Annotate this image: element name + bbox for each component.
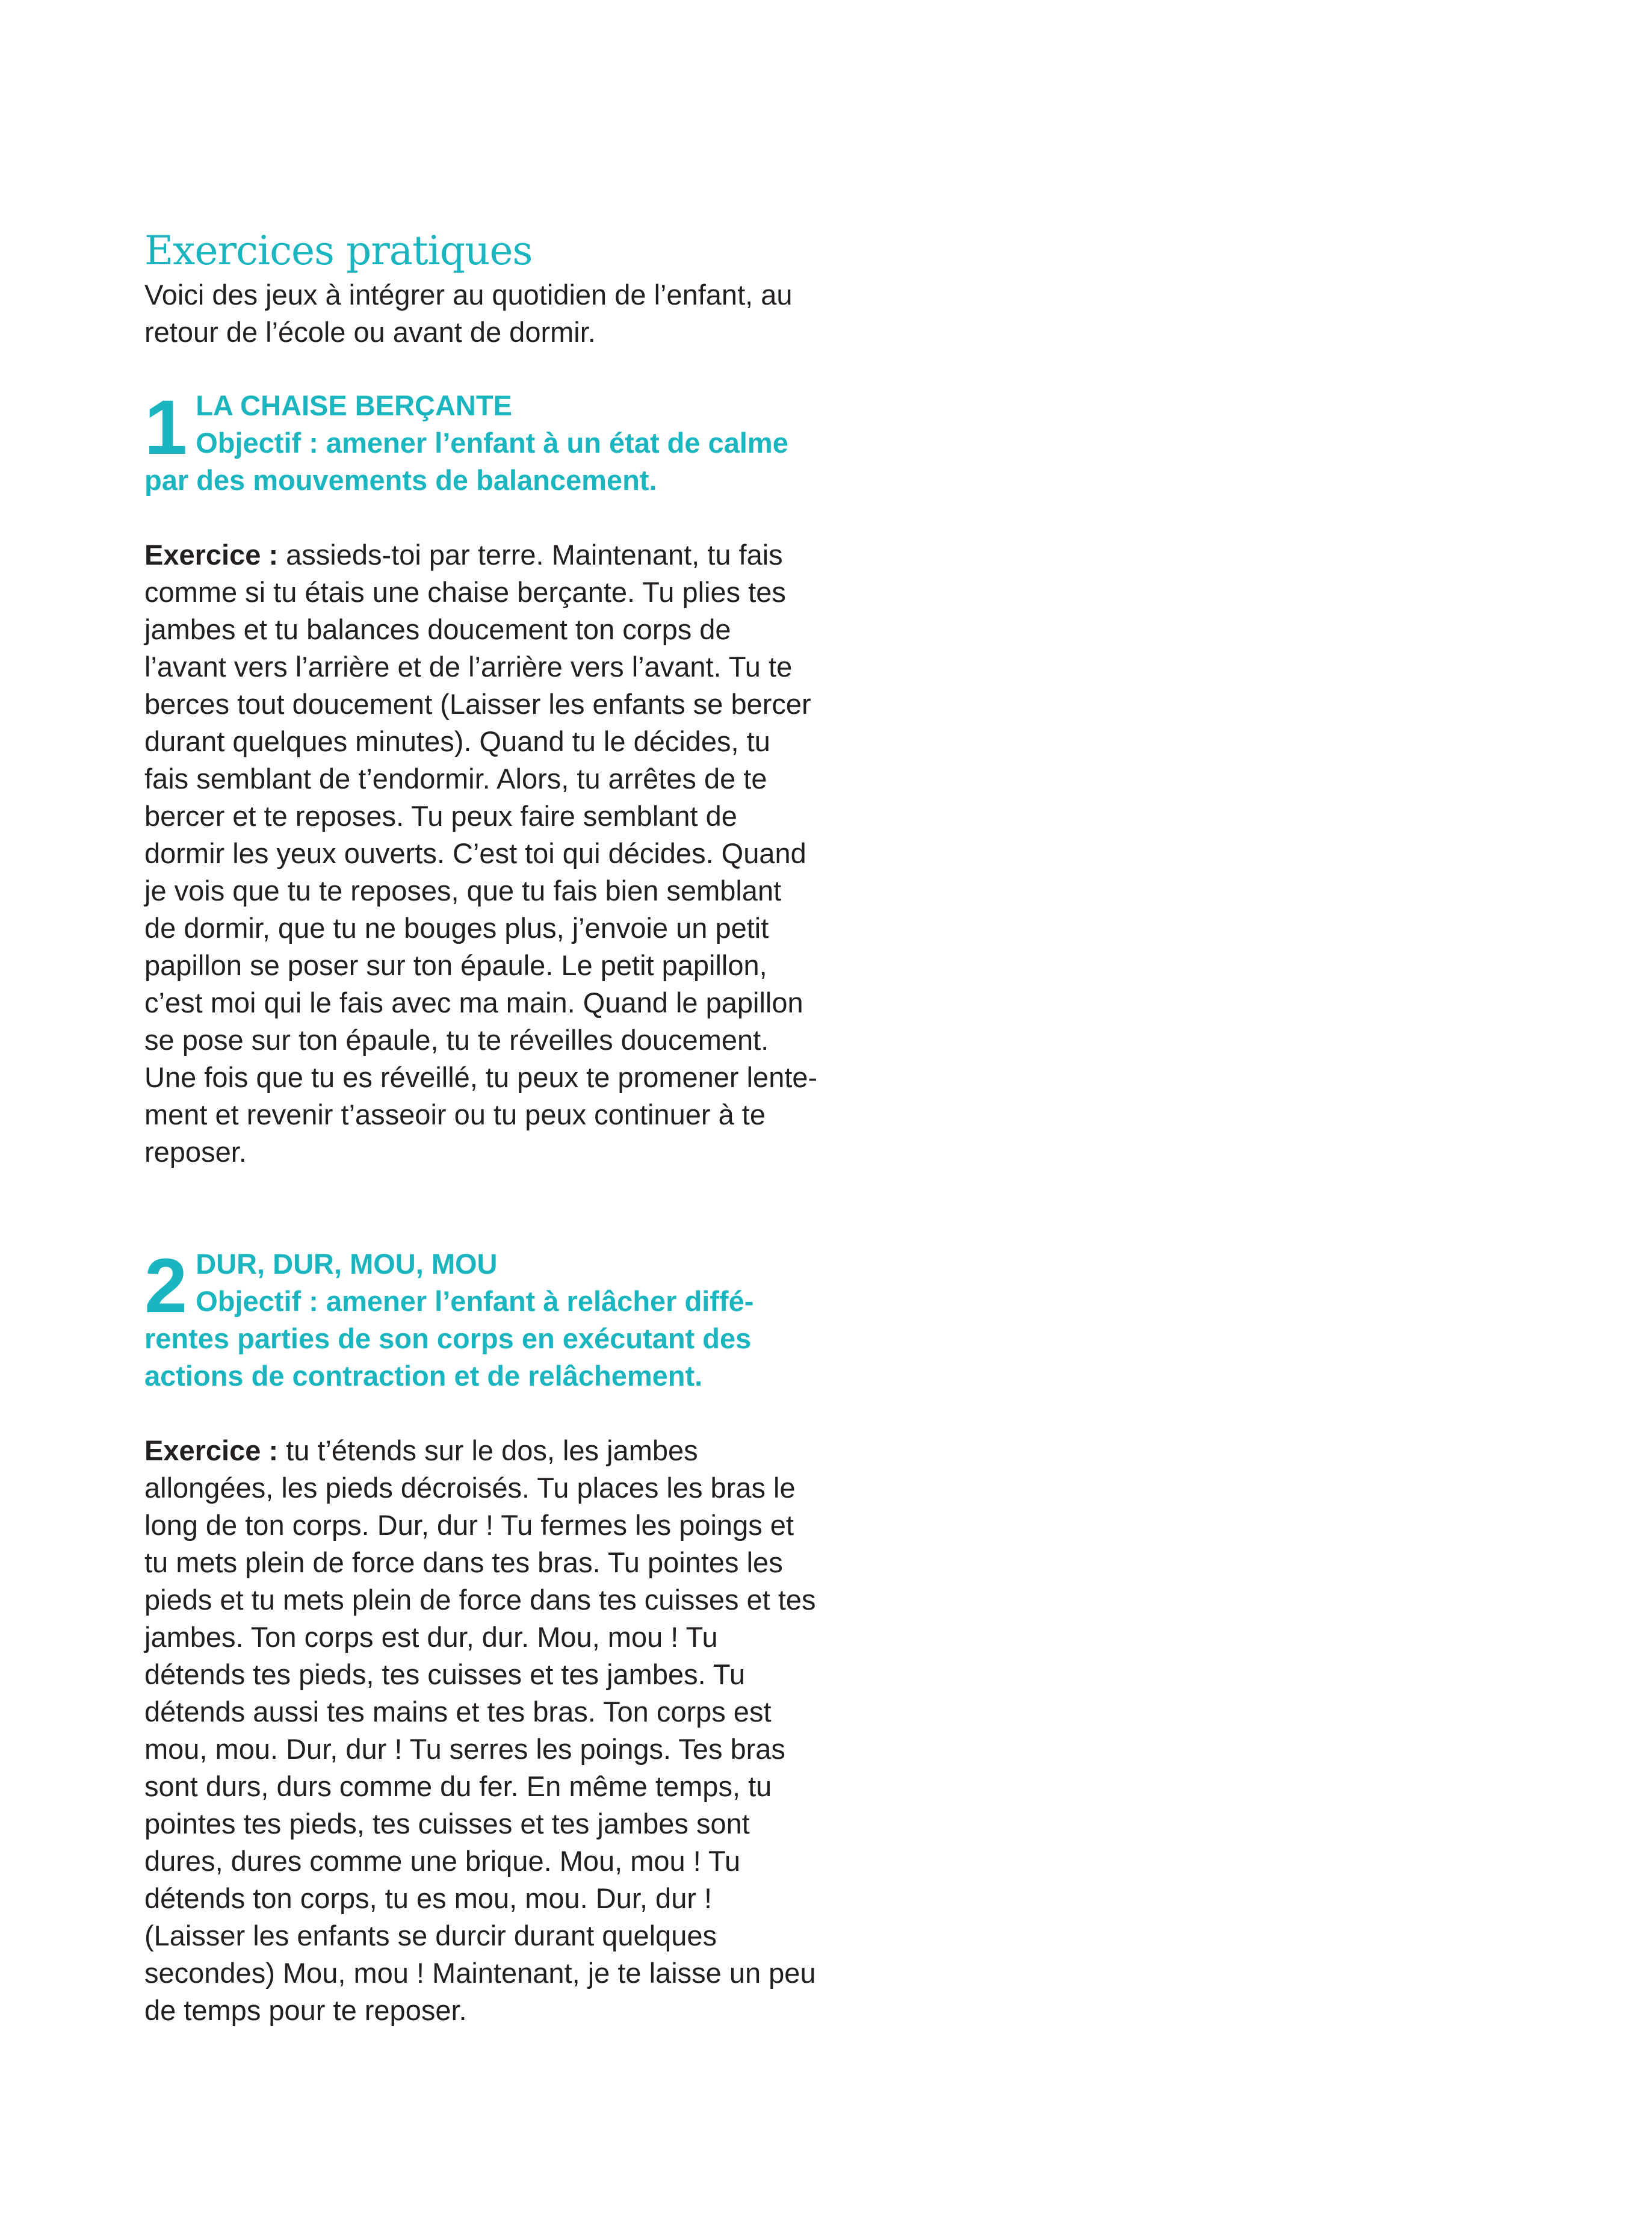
exercise-2-text: tu t’étends sur le dos, les jambes allongées, les pieds décroisés. Tu places les bras le long de ton corps. Dur, dur ! Tu fermes les poings et tu mets plein de force dans tes bras. Tu pointes les pieds et tu mets plein de force dans tes cuisses et tes jambes. Ton corps est dur, dur. Mou, mou ! Tu détends tes pieds, tes cuisses et tes jambes. Tu détends aussi tes mains et tes bras. Ton corps est mou, mou. Dur, dur ! Tu serres les poings. Tes bras sont durs, durs comme du fer. En même temps, tu pointes tes pieds, tes cuisses et tes jambes sont dures, dures comme une brique. Mou, mou ! Tu détends ton corps, tu es mou, mou. Dur, dur ! (Laisser les enfants se durcir durant quelques secondes) Mou, mou ! Maintenant, je te laisse un peu de temps pour te reposer. xyxy=(144,1434,816,2026)
section-title: Exercices pratiques xyxy=(144,228,533,274)
exercise-1-heading xyxy=(144,387,818,499)
exercise-1-name: LA CHAISE BERÇANTE xyxy=(196,389,512,421)
exercise-2-body xyxy=(144,1432,818,2029)
exercise-1-number: 1 xyxy=(144,385,188,471)
exercise-2 xyxy=(144,1245,818,2029)
exercise-1-text: assieds-toi par terre. Maintenant, tu fais comme si tu étais une chaise berçante. Tu plies tes jambes et tu balances doucement ton corps de l’avant vers l’arrière et de l’arrière vers l’avant. Tu te berces tout doucement (Laisser les enfants se bercer durant quelques minutes). Quand tu le décides, tu fais semblant de t’endormir. Alors, tu arrêtes de te bercer et te reposes. Tu peux faire semblant de dormir les yeux ouverts. C’est toi qui décides. Quand je vois que tu te reposes, que tu fais bien semblant de dormir, que tu ne bouges plus, j’envoie un petit papillon se poser sur ton épaule. Le petit papillon, c’est moi qui le fais avec ma main. Quand le papillon se pose sur ton épaule, tu te réveilles doucement. Une fois que tu es réveillé, tu peux te promener lente-ment et revenir t’asseoir ou tu peux continuer à te reposer. xyxy=(144,539,818,1168)
exercise-2-objective: Objectif : amener l’enfant à relâcher diffé-rentes parties de son corps en exécutant des actions de contraction et de relâchement. xyxy=(144,1285,754,1392)
intro-paragraph: Voici des jeux à intégrer au quotidien de l’enfant, au retour de l’école ou avant de dormir. xyxy=(144,279,793,348)
exercise-2-label: Exercice : xyxy=(144,1434,279,1466)
exercise-2-heading xyxy=(144,1245,818,1395)
exercise-2-name: DUR, DUR, MOU, MOU xyxy=(196,1248,498,1280)
exercise-2-number: 2 xyxy=(144,1243,188,1329)
exercise-1 xyxy=(144,387,818,1171)
exercise-1-body xyxy=(144,536,818,1171)
exercise-1-label: Exercice : xyxy=(144,539,279,571)
article-column xyxy=(144,226,818,2029)
exercise-1-objective: Objectif : amener l’enfant à un état de calme par des mouvements de balancement. xyxy=(144,427,788,496)
